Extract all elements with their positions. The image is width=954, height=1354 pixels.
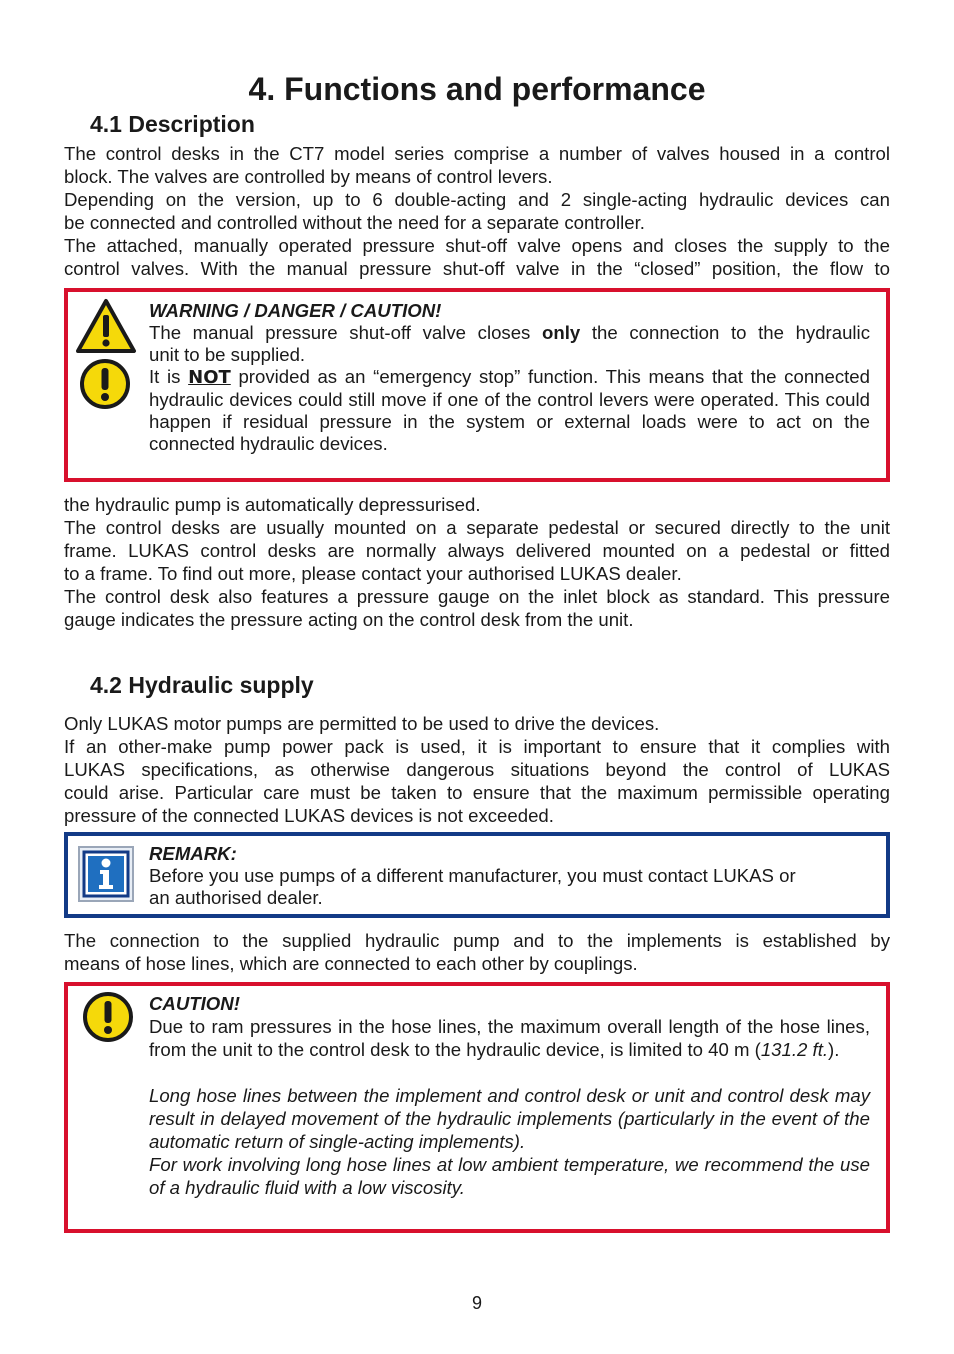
text-line: The connection to the supplied hydraulic pump and to the implements is established by	[64, 930, 890, 951]
text-line: Depending on the version, up to 6 double-acting and 2 single-acting hydraulic devices can	[64, 189, 890, 210]
emphasis-only: only	[542, 322, 581, 343]
warning-text	[149, 300, 870, 455]
emphasis-not: NOT	[188, 367, 231, 388]
warning-line	[149, 322, 870, 344]
remark-line: an authorised dealer.	[149, 887, 323, 908]
remark-text	[149, 843, 870, 909]
warning-box	[64, 288, 890, 482]
caution-italic-paragraph: Long hose lines between the implement and control desk or unit and control desk may result in delayed movement of the hydraulic implements (particularly in the event of the automatic return of single-acting implements).	[149, 1085, 870, 1152]
text-fragment: It is	[149, 366, 189, 387]
text-line: could arise. Particular care must be taken to ensure that the maximum permissible operating	[64, 782, 890, 803]
text-line: The attached, manually operated pressure shut-off valve opens and closes the supply to the	[64, 235, 890, 256]
remark-box	[64, 832, 890, 918]
page-number: 9	[471, 1293, 482, 1313]
text-fragment-italic: 131.2 ft.	[760, 1039, 829, 1060]
section-heading-hydraulic-supply: 4.2 Hydraulic supply	[90, 672, 314, 698]
text-fragment: provided as an “emergency stop” function. This means that the connected hydraulic devices could still move if one of the control levers were operated. This could happen if residual pressure in the system or external loads were to act on the connected hydraulic devices.	[149, 366, 870, 454]
caution-text	[149, 992, 870, 1199]
text-line: block. The valves are controlled by means of control levers.	[64, 166, 553, 187]
warning-line: unit to be supplied.	[149, 344, 306, 365]
text-line: The control desk also features a pressure gauge on the inlet block as standard. This pressure	[64, 586, 890, 607]
warning-heading: WARNING / DANGER / CAUTION!	[149, 300, 442, 321]
caution-heading: CAUTION!	[149, 993, 240, 1014]
remark-heading: REMARK:	[149, 843, 237, 864]
page-title: 4. Functions and performance	[248, 71, 706, 107]
text-line: The control desks are usually mounted on a separate pedestal or secured directly to the unit	[64, 517, 890, 538]
spacer	[149, 1061, 870, 1084]
text-fragment: the connection to the hydraulic	[580, 322, 870, 343]
text-fragment: Due to ram pressures in the hose lines, the maximum overall length of the hose lines, from the unit to the control desk to the hydraulic device, is limited to 40 m (	[149, 1016, 870, 1060]
text-fragment: The manual pressure shut-off valve closes	[149, 322, 542, 343]
exclamation-icon	[79, 358, 131, 410]
caution-paragraph	[149, 1015, 870, 1061]
info-icon	[78, 846, 134, 902]
text-line: LUKAS specifications, as otherwise dangerous situations beyond the control of LUKAS	[64, 759, 890, 780]
text-line: gauge indicates the pressure acting on the control desk from the unit.	[64, 609, 634, 630]
hydraulic-supply-paragraph-1	[64, 712, 890, 827]
text-line: be connected and controlled without the need for a separate controller.	[64, 212, 645, 233]
hydraulic-supply-paragraph-2	[64, 929, 890, 975]
remark-line: Before you use pumps of a different manufacturer, you must contact LUKAS or	[149, 865, 796, 886]
text-line: means of hose lines, which are connected to each other by couplings.	[64, 953, 638, 974]
text-line: to a frame. To find out more, please contact your authorised LUKAS dealer.	[64, 563, 682, 584]
section-heading-description: 4.1 Description	[90, 111, 255, 137]
text-line: pressure of the connected LUKAS devices is not exceeded.	[64, 805, 554, 826]
text-line: control valves. With the manual pressure shut-off valve in the “closed” position, the flow to	[64, 258, 890, 279]
warning-triangle-icon	[75, 298, 137, 354]
text-line: The control desks in the CT7 model series comprise a number of valves housed in a control	[64, 143, 890, 164]
exclamation-icon	[82, 991, 134, 1043]
text-line: Only LUKAS motor pumps are permitted to be used to drive the devices.	[64, 713, 660, 734]
caution-italic-paragraph: For work involving long hose lines at low ambient temperature, we recommend the use of a hydraulic fluid with a low viscosity.	[149, 1154, 870, 1198]
caution-box	[64, 982, 890, 1233]
text-line: frame. LUKAS control desks are normally always delivered mounted on a pedestal or fitted	[64, 540, 890, 561]
description-paragraph-1	[64, 142, 890, 280]
warning-line	[149, 366, 870, 455]
text-line: the hydraulic pump is automatically depressurised.	[64, 494, 481, 515]
text-line: If an other-make pump power pack is used, it is important to ensure that it complies with	[64, 736, 890, 757]
description-paragraph-2	[64, 493, 890, 631]
text-fragment: ).	[828, 1039, 840, 1060]
